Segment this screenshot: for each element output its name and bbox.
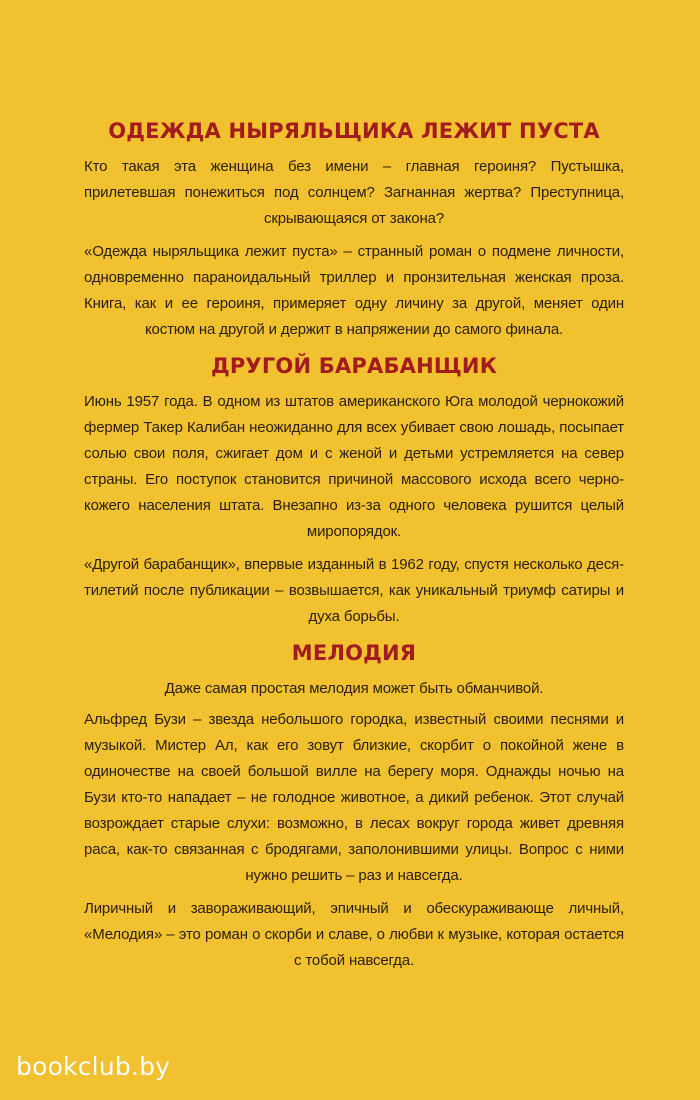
section-title-diver: ОДЕЖДА НЫРЯЛЬЩИКА ЛЕЖИТ ПУСТА: [108, 119, 600, 143]
section-melody-lead: Даже самая простая мелодия может быть обманчивой.: [164, 680, 544, 697]
section-melody-paragraph-2: Лиричный и завораживающий, эпичный и обескураживающе личный, «Мелодия» – это роман о скорби и славе, о любви к музыке, которая остается с тобой навсегда.: [84, 900, 624, 969]
back-cover-text: [84, 118, 624, 981]
section-title-melody: МЕЛОДИЯ: [291, 641, 417, 665]
section-drummer-paragraph-1: Июнь 1957 года. В одном из штатов американского Юга молодой чернокожий фермер Такер Калибан неожиданно для всех убивает свою лошадь, посыпает солью свои поля, сжигает дом и с женой и детьми устремляется на север страны. Его поступок становится причиной массового исхода всего черно-кожего населения штата. Внезапно из-за одного человека рушится целый миропорядок.: [84, 393, 624, 540]
section-title-drummer: ДРУГОЙ БАРАБАНЩИК: [210, 354, 498, 378]
section-diver-paragraph-1: Кто такая эта женщина без имени – главная героиня? Пустышка, прилетевшая понежиться под солнцем? Загнанная жертва? Преступница, скрывающаяся от закона?: [84, 158, 624, 227]
bookclub-watermark: bookclub.by: [16, 1052, 171, 1081]
section-diver-paragraph-2: «Одежда ныряльщика лежит пуста» – странный роман о подмене личности, одновременно параноидальный триллер и пронзительная женская проза. Книга, как и ее героиня, примеряет одну личину за другой, меняет один костюм на другой и держит в напряжении до самого финала.: [84, 243, 624, 338]
section-drummer-paragraph-2: «Другой барабанщик», впервые изданный в 1962 году, спустя несколько деся-тилетий после публикации – возвышается, как уникальный триумф сатиры и духа борьбы.: [84, 556, 624, 625]
section-melody-paragraph-1: Альфред Бузи – звезда небольшого городка, известный своими песнями и музыкой. Мистер Ал, как его зовут близкие, скорбит о покойной жене в одиночестве на своей большой вилле на берегу моря. Однажды ночью на Бузи кто-то нападает – не голодное животное, а дикий ребенок. Этот случай возрождает старые слухи: возможно, в лесах вокруг города живет древняя раса, как-то связанная с бродягами, заполонившими улицы. Вопрос с ними нужно решить – раз и навсегда.: [84, 711, 624, 884]
